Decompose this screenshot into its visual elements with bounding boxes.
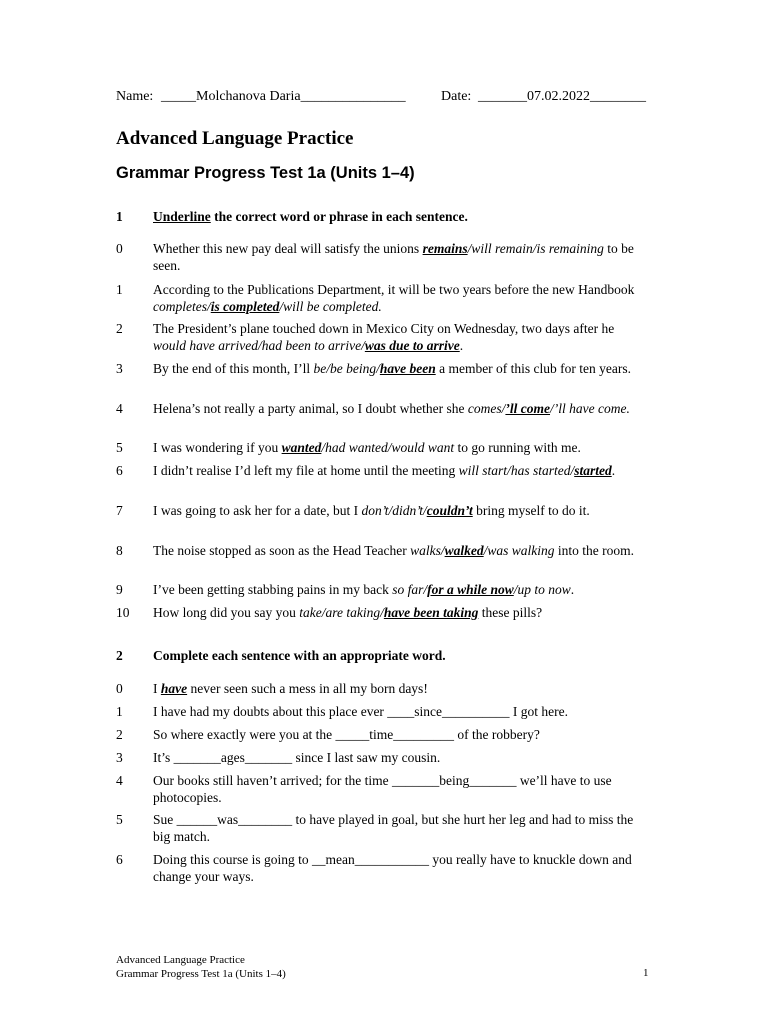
item-text: [153, 360, 646, 377]
item-number: 3: [116, 750, 123, 765]
name-label: Name:: [116, 89, 154, 104]
item-number: 6: [116, 463, 123, 478]
option-text: /up to now: [513, 582, 571, 597]
item-text: [153, 400, 646, 417]
item-text: [153, 502, 646, 519]
sentence-text: .: [611, 463, 616, 478]
item-number: 3: [116, 361, 123, 376]
item-number: 1: [116, 704, 123, 719]
section-1-instruction: [153, 209, 468, 225]
answer-text: was due to arrive: [364, 338, 460, 353]
item-number: 9: [116, 582, 123, 597]
section-2-instruction: Complete each sentence with an appropriate word.: [153, 648, 446, 663]
item-number: 0: [116, 241, 123, 256]
book-title: Advanced Language Practice: [116, 128, 354, 149]
sentence-text: bring myself to do it.: [472, 503, 590, 518]
sentence-text: The noise stopped as soon as the Head Teacher: [153, 543, 411, 558]
item-number: 4: [116, 401, 123, 416]
item-text: [153, 320, 646, 354]
item-number: 8: [116, 543, 123, 558]
sentence-text: to go running with me.: [454, 440, 581, 455]
item-number: 2: [116, 727, 123, 742]
footer-line-1: Advanced Language Practice: [116, 954, 245, 966]
answer-text: couldn’t: [426, 503, 473, 518]
answer-text: walked: [444, 543, 484, 558]
sentence-text: Helena’s not really a party animal, so I doubt whether she: [153, 401, 468, 416]
section-2-number: 2: [116, 648, 123, 663]
item-text: [153, 604, 646, 621]
option-text: /will remain/is remaining: [467, 241, 604, 256]
item-text: [153, 680, 646, 697]
sentence-text: I: [153, 681, 161, 696]
item-text: [153, 581, 646, 598]
answer-text: wanted: [281, 440, 322, 455]
item-number: 6: [116, 852, 123, 867]
sentence-text: It’s _______ages_______ since I last saw my cousin.: [153, 750, 441, 765]
option-text: /had wanted/would want: [321, 440, 455, 455]
sentence-text: I didn’t realise I’d left my file at home until the meeting: [153, 463, 459, 478]
item-text: [153, 281, 646, 315]
sentence-text: I have had my doubts about this place ever ____since__________ I got here.: [153, 704, 569, 719]
name-value: _____Molchanova Daria_______________: [161, 89, 406, 104]
item-text: [153, 851, 646, 885]
sentence-text: According to the Publications Department, it will be two years before the new Handbook: [153, 282, 635, 297]
option-text: be/be being/: [313, 361, 380, 376]
sentence-text: Doing this course is going to __mean___________ you really have to knuckle down and change your ways.: [153, 852, 632, 884]
option-text: completes/: [153, 299, 211, 314]
item-text: [153, 439, 646, 456]
answer-text: is completed: [210, 299, 280, 314]
sentence-text: into the room.: [554, 543, 635, 558]
sentence-text: So where exactly were you at the _____time_________ of the robbery?: [153, 727, 540, 742]
item-number: 7: [116, 503, 123, 518]
answer-text: ’ll come: [505, 401, 551, 416]
item-text: [153, 462, 646, 479]
section-1-number: 1: [116, 209, 123, 224]
item-number: 2: [116, 321, 123, 336]
option-text: /will be completed.: [279, 299, 382, 314]
sentence-text: How long did you say you: [153, 605, 300, 620]
item-number: 4: [116, 773, 123, 788]
item-number: 0: [116, 681, 123, 696]
item-text: [153, 240, 646, 274]
option-text: don’t/didn’t/: [361, 503, 427, 518]
option-text: so far/: [392, 582, 428, 597]
item-text: [153, 749, 646, 766]
sentence-text: Whether this new pay deal will satisfy the unions: [153, 241, 423, 256]
item-number: 5: [116, 440, 123, 455]
sentence-text: .: [459, 338, 464, 353]
item-text: [153, 703, 646, 720]
option-text: walks/: [410, 543, 445, 558]
item-number: 10: [116, 605, 130, 620]
section-1-instruction-rest: the correct word or phrase in each sentence.: [210, 209, 468, 224]
sentence-text: never seen such a mess in all my born days!: [187, 681, 428, 696]
option-text: take/are taking/: [299, 605, 384, 620]
sentence-text: I’ve been getting stabbing pains in my back: [153, 582, 393, 597]
footer: [116, 953, 286, 981]
sentence-text: these pills?: [478, 605, 543, 620]
sentence-text: By the end of this month, I’ll: [153, 361, 314, 376]
sentence-text: Sue ______was________ to have played in goal, but she hurt her leg and had to miss the big match.: [153, 812, 634, 844]
sentence-text: Our books still haven’t arrived; for the time _______being_______ we’ll have to use photocopies.: [153, 773, 612, 805]
footer-line-2: Grammar Progress Test 1a (Units 1–4): [116, 968, 286, 980]
item-text: [153, 726, 646, 743]
sentence-text: I was going to ask her for a date, but I: [153, 503, 362, 518]
answer-text: have: [160, 681, 188, 696]
sentence-text: .: [570, 582, 575, 597]
answer-text: remains: [422, 241, 468, 256]
sentence-text: to be seen.: [153, 241, 634, 273]
answer-text: for a while now: [427, 582, 514, 597]
answer-text: started: [574, 463, 612, 478]
option-text: comes/: [467, 401, 506, 416]
answer-text: have been: [379, 361, 436, 376]
section-1-instruction-underlined: Underline: [153, 209, 211, 224]
item-number: 1: [116, 282, 123, 297]
item-number: 5: [116, 812, 123, 827]
page-number: 1: [643, 967, 649, 979]
item-text: [153, 772, 646, 806]
sentence-text: a member of this club for ten years.: [435, 361, 632, 376]
option-text: would have arrived/had been to arrive/: [153, 338, 365, 353]
date-label: Date:: [441, 89, 472, 104]
date-value: _______07.02.2022________: [478, 89, 646, 104]
item-text: [153, 542, 646, 559]
option-text: /’ll have come.: [550, 401, 630, 416]
answer-text: have been taking: [383, 605, 479, 620]
sentence-text: I was wondering if you: [153, 440, 282, 455]
test-title: Grammar Progress Test 1a (Units 1–4): [116, 164, 415, 182]
option-text: will start/has started/: [458, 463, 575, 478]
sentence-text: The President’s plane touched down in Mexico City on Wednesday, two days after he: [153, 321, 615, 336]
item-text: [153, 811, 646, 845]
option-text: /was walking: [483, 543, 555, 558]
